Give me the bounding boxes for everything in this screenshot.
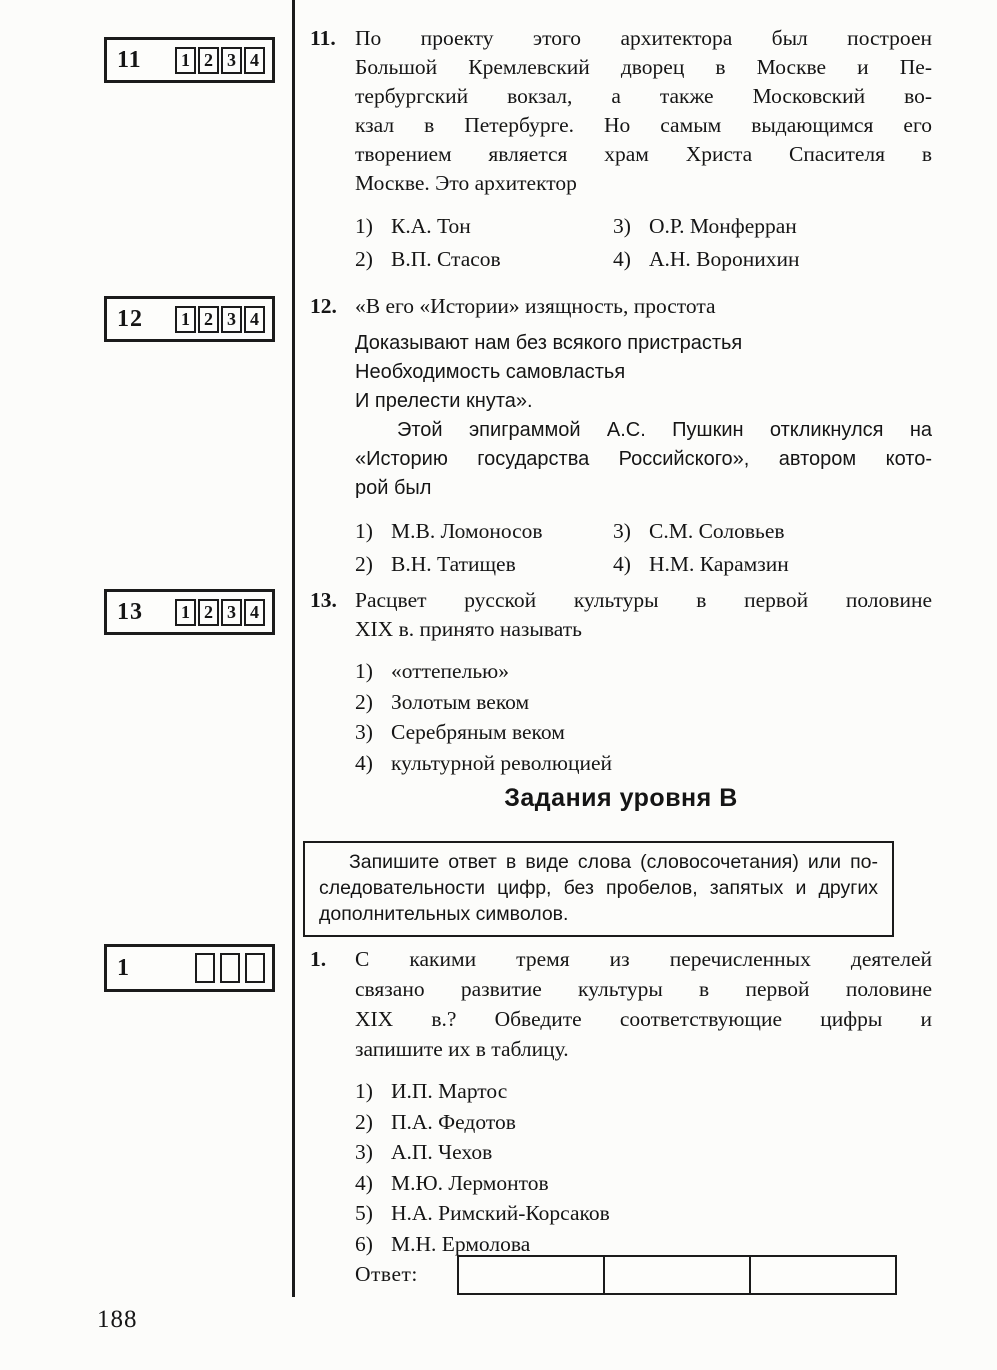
question-b1 [310, 944, 932, 1259]
instruction-line: Запишите ответ в виде слова (словосочетания) или по- [349, 851, 878, 873]
answer-option [355, 717, 932, 748]
question-text-line: С какими тремя из перечисленных деятелей [355, 947, 932, 971]
option-text: А.Н. Воронихин [649, 246, 800, 271]
question-text-line: кзал в Петербурге. Но самым выдающимся его [355, 113, 932, 137]
option-text: Н.А. Римский-Корсаков [391, 1201, 610, 1225]
answer-option [613, 516, 932, 547]
question-text-line: запишите их в таблицу. [355, 1037, 569, 1061]
marker-empty-cell [245, 953, 265, 983]
answer-cell [459, 1257, 603, 1293]
answer-options [355, 656, 932, 778]
answer-option [355, 1198, 932, 1229]
question-number: 1. [310, 947, 327, 971]
option-text: М.Ю. Лермонтов [391, 1170, 549, 1195]
answer-option [613, 211, 932, 242]
option-number: 3) [613, 214, 631, 238]
option-text: М.Н. Ермолова [391, 1231, 531, 1256]
option-number: 3) [613, 519, 631, 543]
answer-options [355, 1076, 932, 1259]
marker-digit-cell: 2 [198, 47, 219, 74]
answer-option [355, 687, 932, 718]
option-number: 2) [355, 1109, 373, 1134]
instruction-box [303, 841, 894, 937]
page-number: 188 [97, 1306, 138, 1333]
question-text-line: Расцвет русской культуры в первой половине [355, 588, 932, 612]
column-divider-rule [292, 0, 295, 1297]
instruction-line: дополнительных символов. [319, 903, 569, 925]
option-text: Н.М. Карамзин [649, 551, 789, 576]
answer-cell [603, 1257, 749, 1293]
question-marker-12 [104, 296, 275, 342]
question-text-line: «В его «Истории» изящность, простота [355, 294, 716, 318]
question-text-line: связано развитие культуры в первой половине [355, 977, 932, 1001]
marker-digit-cell: 4 [244, 306, 265, 333]
marker-number: 11 [117, 47, 142, 73]
option-number: 4) [355, 750, 373, 775]
marker-digit-cell: 4 [244, 47, 265, 74]
marker-digit-cells [175, 47, 265, 74]
question-text-line: Этой эпиграммой А.С. Пушкин откликнулся на [397, 419, 932, 441]
question-number: 12. [310, 294, 337, 318]
question-text-line: Москве. Это архитектор [355, 171, 577, 195]
answer-option [355, 1168, 932, 1199]
question-text-line: Большой Кремлевский дворец в Москве и Пе- [355, 55, 932, 79]
option-text: «оттепелью» [391, 659, 509, 683]
question-marker-11 [104, 37, 275, 83]
poem-line: Необходимость самовластья [355, 361, 626, 383]
answer-option [355, 1076, 932, 1107]
marker-digit-cells [175, 599, 265, 626]
question-11 [310, 24, 932, 274]
marker-digit-cell: 2 [198, 306, 219, 333]
option-number: 2) [355, 551, 373, 576]
marker-digit-cell: 2 [198, 599, 219, 626]
marker-digit-cell: 3 [221, 306, 242, 333]
marker-digit-cell: 1 [175, 306, 196, 333]
question-marker-b1 [104, 944, 275, 992]
answer-option [355, 549, 613, 580]
answer-table [457, 1255, 897, 1295]
question-text-line: рой был [355, 477, 432, 499]
option-number: 2) [355, 689, 373, 714]
option-text: К.А. Тон [391, 214, 471, 238]
answer-row [310, 1250, 932, 1305]
option-text: В.П. Стасов [391, 246, 501, 271]
answer-option [355, 1137, 932, 1168]
question-text-line: По проекту этого архитектора был построен [355, 26, 932, 50]
question-text-line: тербургский вокзал, а также Московский во- [355, 84, 932, 108]
poem-line: Доказывают нам без всякого пристрастья [355, 332, 743, 354]
question-13 [310, 586, 932, 778]
marker-number: 1 [117, 955, 130, 981]
answer-options [355, 516, 932, 579]
option-text: П.А. Федотов [391, 1109, 516, 1134]
marker-digit-cell: 3 [221, 47, 242, 74]
marker-number: 12 [117, 306, 143, 332]
option-number: 5) [355, 1201, 373, 1225]
option-number: 1) [355, 659, 373, 683]
option-text: М.В. Ломоносов [391, 519, 543, 543]
option-number: 2) [355, 246, 373, 271]
answer-option [613, 549, 932, 580]
answer-option [355, 211, 613, 242]
marker-empty-cell [220, 953, 240, 983]
answer-option [355, 244, 613, 275]
option-text: культурной революцией [391, 750, 613, 775]
option-number: 4) [613, 246, 631, 271]
option-text: А.П. Чехов [391, 1140, 493, 1164]
answer-option [355, 1107, 932, 1138]
option-text: О.Р. Монферран [649, 214, 797, 238]
answer-option [613, 244, 932, 275]
answer-cell [749, 1257, 895, 1293]
answer-label: Ответ: [355, 1262, 418, 1286]
section-heading: Задания уровня В [504, 784, 738, 812]
marker-digit-cells [175, 306, 265, 333]
option-text: И.П. Мартос [391, 1079, 508, 1103]
option-text: Серебряным веком [391, 720, 565, 744]
marker-digit-cell: 4 [244, 599, 265, 626]
poem-line: И прелести кнута». [355, 390, 533, 412]
question-number: 11. [310, 26, 336, 50]
option-number: 4) [613, 551, 631, 576]
marker-digit-cell: 3 [221, 599, 242, 626]
instruction-line: следовательности цифр, без пробелов, запятых и других [319, 877, 878, 899]
answer-option [355, 516, 613, 547]
option-number: 3) [355, 1140, 373, 1164]
question-text-line: творением является храм Христа Спасителя в [355, 142, 932, 166]
option-number: 1) [355, 519, 373, 543]
question-paragraph [355, 416, 932, 503]
option-number: 6) [355, 1231, 373, 1256]
option-number: 1) [355, 1079, 373, 1103]
question-12 [310, 292, 932, 579]
answer-option [355, 748, 932, 779]
option-text: Золотым веком [391, 689, 530, 714]
option-number: 4) [355, 1170, 373, 1195]
answer-options [355, 211, 932, 274]
question-text-line: XIX в.? Обведите соответствующие цифры и [355, 1007, 932, 1031]
option-number: 3) [355, 720, 373, 744]
marker-digit-cell: 1 [175, 599, 196, 626]
question-text-line: «Историю государства Российского», автором кото- [355, 448, 932, 470]
question-marker-13 [104, 589, 275, 635]
option-text: В.Н. Татищев [391, 551, 516, 576]
quoted-poem [355, 329, 932, 416]
marker-empty-cell [195, 953, 215, 983]
marker-number: 13 [117, 599, 143, 625]
option-text: С.М. Соловьев [649, 519, 785, 543]
marker-digit-cell: 1 [175, 47, 196, 74]
marker-digit-cells [195, 953, 265, 983]
question-number: 13. [310, 588, 337, 612]
answer-option [355, 656, 932, 687]
question-text-line: XIX в. принято называть [355, 617, 582, 641]
option-number: 1) [355, 214, 373, 238]
